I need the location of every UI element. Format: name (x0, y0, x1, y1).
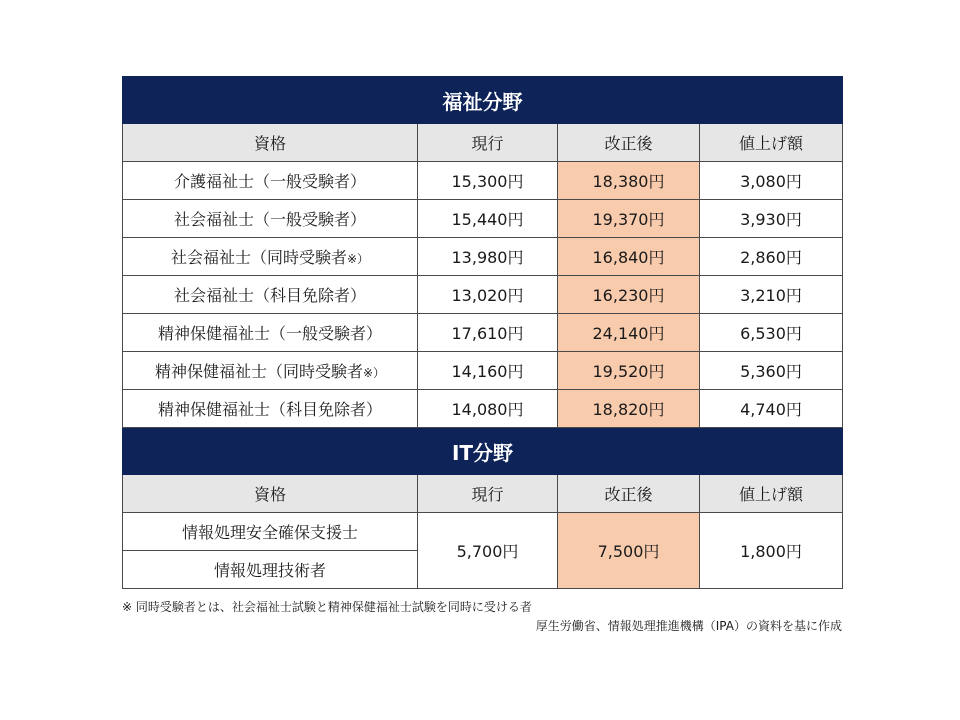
qualification-name (123, 314, 418, 352)
column-header-revised: 改正後 (558, 124, 700, 162)
column-header-increase: 値上げ額 (700, 124, 843, 162)
revised-fee: 18,380円 (558, 162, 700, 200)
fee-increase: 6,530円 (700, 314, 843, 352)
current-fee: 17,610円 (418, 314, 558, 352)
column-header-increase: 値上げ額 (700, 475, 843, 513)
current-fee: 15,300円 (418, 162, 558, 200)
fee-increase: 3,080円 (700, 162, 843, 200)
fee-increase: 5,360円 (700, 352, 843, 390)
footnote-marker: ※） (346, 252, 370, 266)
welfare-column-headers (123, 124, 843, 162)
table-row (123, 162, 843, 200)
current-fee: 13,980円 (418, 238, 558, 276)
welfare-section-title: 福祉分野 (123, 77, 843, 124)
table-row (123, 390, 843, 428)
it-column-headers (123, 475, 843, 513)
footnote: ※ 同時受験者とは、社会福祉士試験と精神保健福祉士試験を同時に受ける者 (122, 600, 532, 614)
revised-fee: 16,230円 (558, 276, 700, 314)
current-fee: 5,700円 (418, 513, 558, 589)
revised-fee: 18,820円 (558, 390, 700, 428)
table-row (123, 513, 843, 551)
table-row (123, 276, 843, 314)
column-header-qualification: 資格 (123, 475, 418, 513)
revised-fee: 7,500円 (558, 513, 700, 589)
qualification-name: 情報処理技術者 (123, 551, 418, 589)
current-fee: 14,080円 (418, 390, 558, 428)
fee-increase: 1,800円 (700, 513, 843, 589)
table-row (123, 352, 843, 390)
it-section-header (123, 428, 843, 475)
column-header-current: 現行 (418, 475, 558, 513)
column-header-qualification: 資格 (123, 124, 418, 162)
fee-increase: 3,210円 (700, 276, 843, 314)
qualification-name (123, 390, 418, 428)
qualification-label: 介護福祉士（一般受験者） (173, 172, 366, 191)
qualification-name: 情報処理安全確保支援士 (123, 513, 418, 551)
current-fee: 15,440円 (418, 200, 558, 238)
qualification-name (123, 276, 418, 314)
qualification-name (123, 238, 418, 276)
qualification-label: 精神保健福祉士（科目免除者） (157, 400, 382, 419)
qualification-label: 精神保健福祉士（一般受験者） (157, 324, 382, 343)
revised-fee: 24,140円 (558, 314, 700, 352)
qualification-label: 社会福祉士（同時受験者 (170, 248, 347, 267)
column-header-revised: 改正後 (558, 475, 700, 513)
column-header-current: 現行 (418, 124, 558, 162)
table-row (123, 314, 843, 352)
qualification-name (123, 352, 418, 390)
source-credit: 厚生労働省、情報処理推進機構（IPA）の資料を基に作成 (535, 619, 842, 633)
footnote-marker: ※） (362, 366, 386, 380)
current-fee: 14,160円 (418, 352, 558, 390)
qualification-label: 精神保健福祉士（同時受験者 (154, 362, 363, 381)
current-fee: 13,020円 (418, 276, 558, 314)
qualification-name (123, 162, 418, 200)
qualification-label: 社会福祉士（科目免除者） (173, 286, 366, 305)
table-row (123, 200, 843, 238)
fee-increase: 2,860円 (700, 238, 843, 276)
qualification-name (123, 200, 418, 238)
fee-increase: 3,930円 (700, 200, 843, 238)
fee-increase: 4,740円 (700, 390, 843, 428)
table-row (123, 238, 843, 276)
revised-fee: 16,840円 (558, 238, 700, 276)
revised-fee: 19,520円 (558, 352, 700, 390)
exam-fee-table (122, 76, 843, 589)
welfare-section-header (123, 77, 843, 124)
revised-fee: 19,370円 (558, 200, 700, 238)
qualification-label: 社会福祉士（一般受験者） (173, 210, 366, 229)
it-section-title: IT分野 (123, 428, 843, 475)
